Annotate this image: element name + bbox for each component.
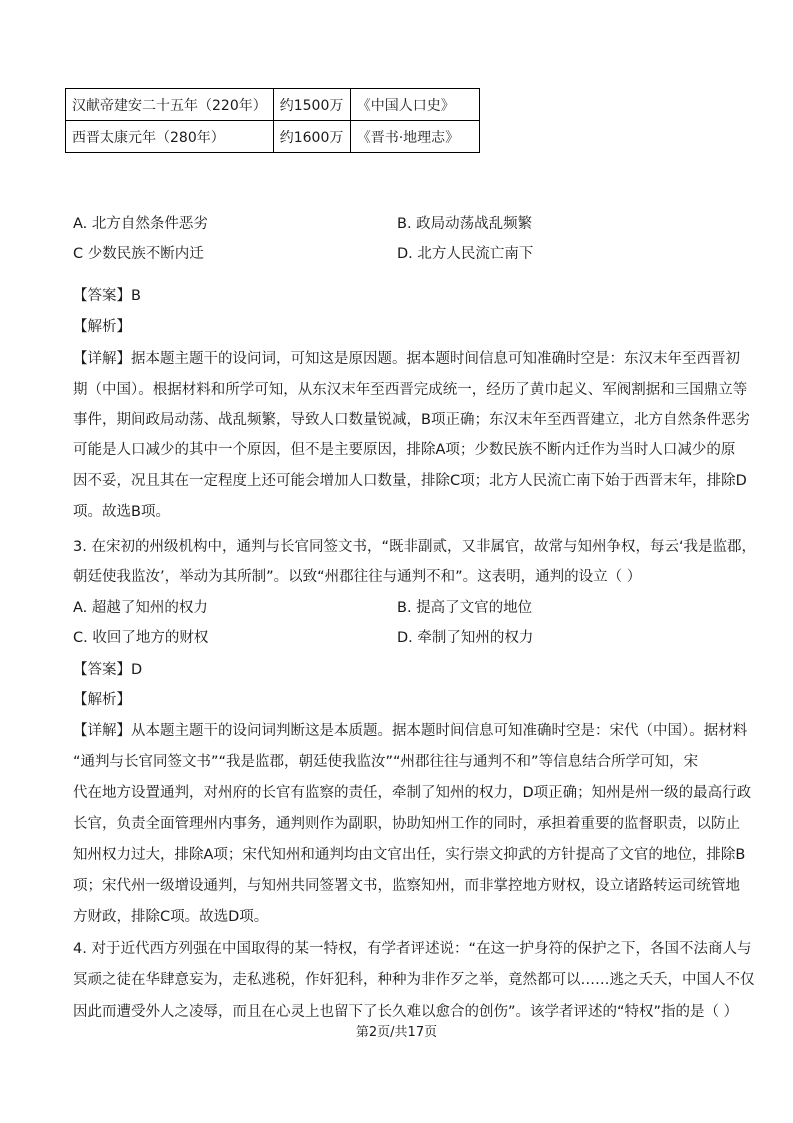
q3-detail-line: “通判与长官同签文书”“我是监郡，朝廷使我监汝”“州郡往往与通判不和”等信息结合所学可知，宋 xyxy=(73,754,699,770)
q2-detail-line: 因不妥，况且其在一定程度上还可能会增加人口数量，排除C项；北方人民流亡南下始于西晋末年，排除D xyxy=(73,473,747,489)
era-cell: 汉献帝建安二十五年（220年） xyxy=(66,89,274,121)
q4-stem-line: 因此而遭受外人之凌辱，而且在心灵上也留下了长久难以愈合的创伤”。该学者评述的“特权”指的是（ ） xyxy=(73,1004,739,1020)
q2-analysis-label: 【解析】 xyxy=(73,319,131,335)
table-row xyxy=(66,89,480,121)
page-footer: 第2页/共17页 xyxy=(355,1025,438,1040)
q2-detail-line: 事件，期间政局动荡、战乱频繁，导致人口数量锐减，B项正确；东汉末年至西晋建立，北方自然条件恶劣 xyxy=(73,412,750,428)
population-table xyxy=(65,88,480,153)
q4-stem-line: 冥顽之徒在华肆意妄为，走私逃税，作奸犯科，种种为非作歹之举，竟然都可以……逃之夭夭，中国人不仅 xyxy=(73,972,755,988)
q3-stem-line: 朝廷使我监汝’，举动为其所制”。以致“州郡往往与通判不和”。这表明，通判的设立（ ） xyxy=(73,569,642,585)
q3-option-b: B. 提高了文官的地位 xyxy=(397,600,533,616)
q3-option-d: D. 牵制了知州的权力 xyxy=(397,630,534,646)
era-cell: 西晋太康元年（280年） xyxy=(66,121,274,153)
q4-stem-line: 4. 对于近代西方列强在中国取得的某一特权，有学者评述说：“在这一护身符的保护之下，各国不法商人与 xyxy=(73,941,752,957)
population-cell: 约1500万 xyxy=(273,89,350,121)
q2-detail-line: 【详解】据本题主题干的设问词，可知这是原因题。据本题时间信息可知准确时空是：东汉末年至西晋初 xyxy=(73,351,740,367)
q2-detail-line: 可能是人口减少的其中一个原因，但不是主要原因，排除A项；少数民族不断内迁作为当时人口减少的原 xyxy=(73,442,736,458)
q2-detail-line: 期（中国）。根据材料和所学可知，从东汉末年至西晋完成统一，经历了黄巾起义、军阀割据和三国鼎立等 xyxy=(73,382,748,398)
q3-analysis-label: 【解析】 xyxy=(73,692,131,708)
q2-option-a: A. 北方自然条件恶劣 xyxy=(73,216,208,232)
population-cell: 约1600万 xyxy=(273,121,350,153)
q3-detail-line: 方财政，排除C项。故选D项。 xyxy=(73,909,269,925)
q2-option-b: B. 政局动荡战乱频繁 xyxy=(397,216,533,232)
source-cell: 《中国人口史》 xyxy=(350,89,479,121)
q2-answer: 【答案】B xyxy=(73,288,141,304)
q2-option-d: D. 北方人民流亡南下 xyxy=(397,246,534,262)
q3-option-c: C. 收回了地方的财权 xyxy=(73,630,209,646)
q3-detail-line: 项；宋代州一级增设通判，与知州共同签署文书，监察知州，而非掌控地方财权，设立诸路转运司统管地 xyxy=(73,878,740,894)
q3-detail-line: 长官，负责全面管理州内事务，通判则作为副职，协助知州工作的同时，承担着重要的监督职责，以防止 xyxy=(73,816,740,832)
q3-detail-line: 知州权力过大，排除A项；宋代知州和通判均由文官出任，实行崇文抑武的方针提高了文官的地位，排除B xyxy=(73,847,746,863)
source-cell: 《晋书·地理志》 xyxy=(350,121,479,153)
q3-detail-line: 代在地方设置通判，对州府的长官有监察的责任，牵制了知州的权力，D项正确；知州是州一级的最高行政 xyxy=(73,785,752,801)
q3-detail-line: 【详解】从本题主题干的设问词判断这是本质题。据本题时间信息可知准确时空是：宋代（中国）。据材料 xyxy=(73,723,748,739)
q2-detail-line: 项。故选B项。 xyxy=(73,504,170,520)
q2-option-c: C 少数民族不断内迁 xyxy=(73,246,204,262)
q3-stem-line: 3. 在宋初的州级机构中，通判与长官同签文书，“既非副贰，又非属官，故常与知州争权，每云‘我是监郡， xyxy=(73,539,757,555)
q3-answer: 【答案】D xyxy=(73,662,143,678)
q3-option-a: A. 超越了知州的权力 xyxy=(73,600,208,616)
table-row xyxy=(66,121,480,153)
